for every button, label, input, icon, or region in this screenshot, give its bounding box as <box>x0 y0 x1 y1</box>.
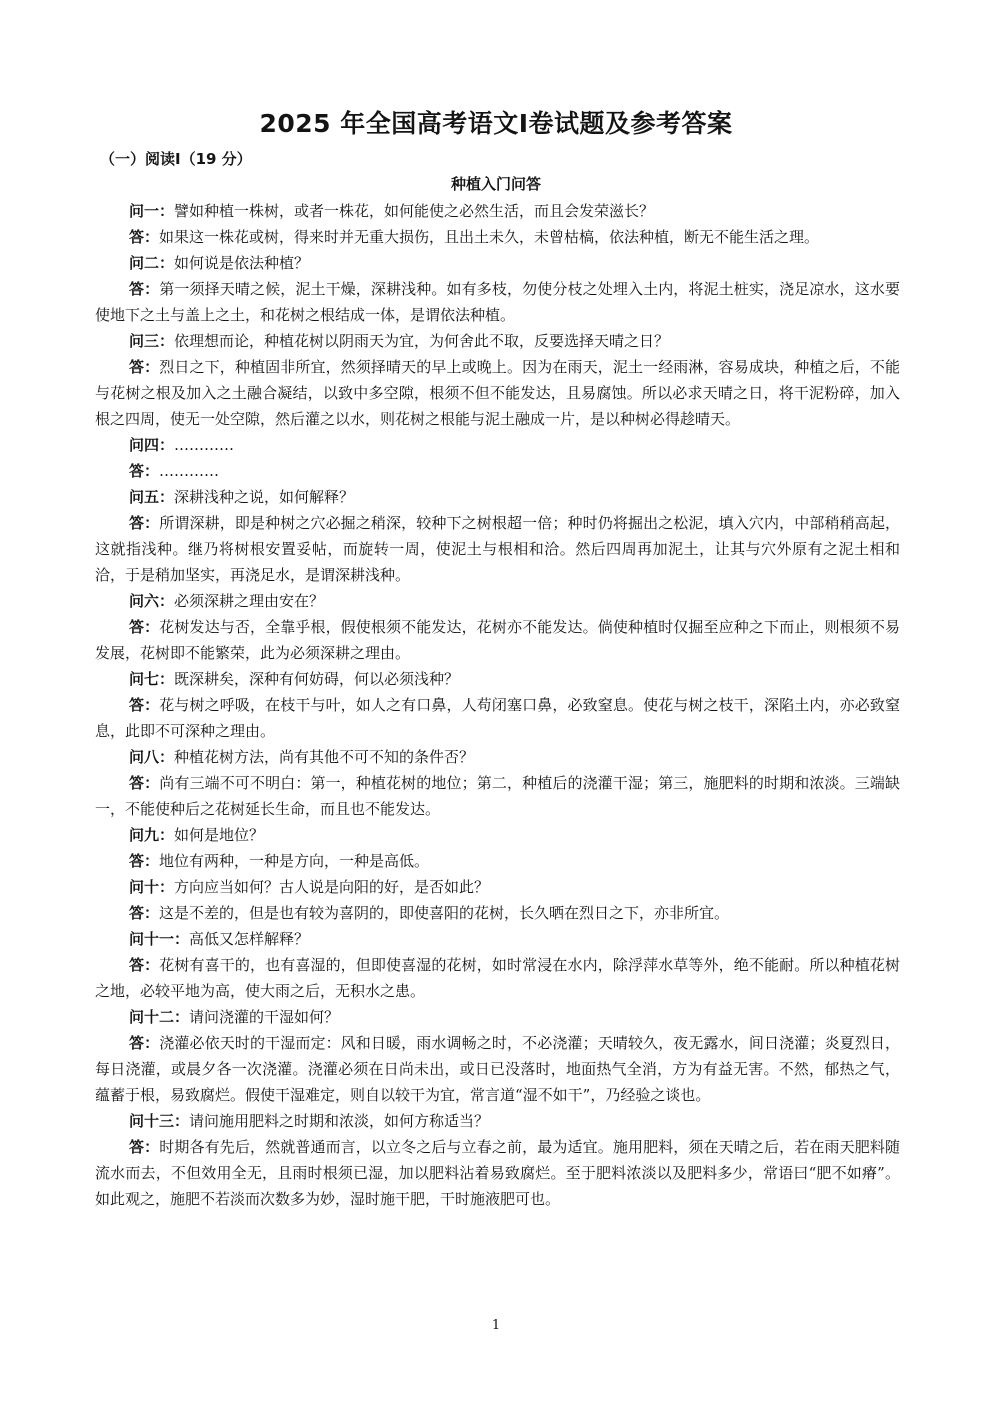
question-text: 如何说是依法种植？ <box>174 254 310 272</box>
answer-text: 花与树之呼吸，在枝干与叶，如人之有口鼻，人苟闭塞口鼻，必致窒息。使花与树之枝干，深陷土内，亦必致窒息，此即不可深种之理由。 <box>95 696 900 740</box>
question-paragraph <box>95 198 900 224</box>
question-text: ………… <box>174 436 235 454</box>
question-text: 方向应当如何？古人说是向阳的好，是否如此？ <box>174 878 490 896</box>
article-body <box>95 198 900 1212</box>
answer-text: 浇灌必依天时的干湿而定：风和日暖，雨水调畅之时，不必浇灌；天晴较久，夜无露水，间日浇灌；炎夏烈日，每日浇灌，或晨夕各一次浇灌。浇灌必须在日尚未出，或日已没落时，地面热气全消，方为有益无害。不然，郁热之气，蕴蓄于根，易致腐烂。假使干湿难定，则自以较干为宜，常言道“湿不如干”，乃经验之谈也。 <box>95 1034 900 1104</box>
question-label: 问三： <box>129 332 175 350</box>
answer-label: 答： <box>129 358 160 376</box>
question-text: 请问施用肥料之时期和浓淡，如何方称适当？ <box>189 1112 490 1130</box>
answer-paragraph <box>95 458 900 484</box>
question-text: 譬如种植一株树，或者一株花，如何能使之必然生活，而且会发荣滋长？ <box>174 202 655 220</box>
question-label: 问五： <box>129 488 175 506</box>
question-paragraph <box>95 926 900 952</box>
question-label: 问九： <box>129 826 175 844</box>
answer-label: 答： <box>129 1138 160 1156</box>
answer-text: 时期各有先后，然就普通而言，以立冬之后与立春之前，最为适宜。施用肥料，须在天晴之后，若在雨天肥料随流水而去，不但效用全无，且雨时根须已湿，加以肥料沾着易致腐烂。至于肥料浓淡以及肥料多少，常语曰“肥不如瘠”。如此观之，施肥不若淡而次数多为妙，湿时施干肥，干时施液肥可也。 <box>95 1138 900 1208</box>
answer-paragraph <box>95 900 900 926</box>
answer-text: 如果这一株花或树，得来时并无重大损伤，且出土未久，未曾枯槁，依法种植，断无不能生活之理。 <box>159 228 820 246</box>
answer-label: 答： <box>129 852 160 870</box>
question-text: 既深耕矣，深种有何妨碍，何以必须浅种？ <box>174 670 460 688</box>
answer-text: 花树发达与否，全靠乎根，假使根须不能发达，花树亦不能发达。倘使种植时仅掘至应种之下而止，则根须不易发展，花树即不能繁荣，此为必须深耕之理由。 <box>95 618 900 662</box>
question-label: 问七： <box>129 670 175 688</box>
answer-paragraph <box>95 1030 900 1108</box>
section-heading: （一）阅读I（19 分） <box>100 150 252 168</box>
question-text: 依理想而论，种植花树以阴雨天为宜，为何舍此不取，反要选择天晴之日？ <box>174 332 670 350</box>
answer-paragraph <box>95 1134 900 1212</box>
answer-paragraph <box>95 614 900 666</box>
answer-label: 答： <box>129 228 160 246</box>
answer-text: 第一须择天晴之候，泥土干燥，深耕浅种。如有多枝，勿使分枝之处埋入土内，将泥土桩实，浇足凉水，这水要使地下之土与盖上之土，和花树之根结成一体，是谓依法种植。 <box>95 280 900 324</box>
question-paragraph <box>95 588 900 614</box>
question-label: 问八： <box>129 748 175 766</box>
answer-paragraph <box>95 692 900 744</box>
question-paragraph <box>95 432 900 458</box>
answer-paragraph <box>95 510 900 588</box>
answer-paragraph <box>95 848 900 874</box>
question-paragraph <box>95 874 900 900</box>
question-paragraph <box>95 822 900 848</box>
answer-text: ………… <box>159 462 220 480</box>
question-label: 问四： <box>129 436 175 454</box>
question-text: 如何是地位？ <box>174 826 265 844</box>
answer-paragraph <box>95 770 900 822</box>
page-number: 1 <box>491 1318 501 1333</box>
answer-label: 答： <box>129 956 160 974</box>
article-subtitle: 种植入门问答 <box>450 175 541 193</box>
question-text: 必须深耕之理由安在？ <box>174 592 325 610</box>
answer-label: 答： <box>129 462 160 480</box>
question-paragraph <box>95 484 900 510</box>
question-text: 高低又怎样解释？ <box>189 930 310 948</box>
answer-paragraph <box>95 276 900 328</box>
answer-text: 尚有三端不可不明白：第一，种植花树的地位；第二，种植后的浇灌干湿；第三，施肥料的时期和浓淡。三端缺一，不能使种后之花树延长生命，而且也不能发达。 <box>95 774 900 818</box>
answer-text: 地位有两种，一种是方向，一种是高低。 <box>159 852 430 870</box>
question-paragraph <box>95 250 900 276</box>
document-title: 2025 年全国高考语文I卷试题及参考答案 <box>259 109 733 138</box>
question-label: 问十一： <box>129 930 190 948</box>
answer-label: 答： <box>129 1034 160 1052</box>
answer-text: 这是不差的，但是也有较为喜阴的，即使喜阳的花树，长久晒在烈日之下，亦非所宜。 <box>159 904 730 922</box>
question-text: 请问浇灌的干湿如何？ <box>189 1008 340 1026</box>
question-text: 种植花树方法，尚有其他不可不知的条件否？ <box>174 748 475 766</box>
answer-label: 答： <box>129 904 160 922</box>
answer-label: 答： <box>129 514 160 532</box>
question-paragraph <box>95 328 900 354</box>
question-text: 深耕浅种之说，如何解释？ <box>174 488 355 506</box>
question-label: 问十三： <box>129 1112 190 1130</box>
answer-label: 答： <box>129 696 160 714</box>
question-paragraph <box>95 1004 900 1030</box>
question-label: 问六： <box>129 592 175 610</box>
question-label: 问十二： <box>129 1008 190 1026</box>
answer-paragraph <box>95 354 900 432</box>
answer-label: 答： <box>129 280 160 298</box>
question-paragraph <box>95 744 900 770</box>
question-paragraph <box>95 666 900 692</box>
answer-paragraph <box>95 224 900 250</box>
question-label: 问二： <box>129 254 175 272</box>
answer-paragraph <box>95 952 900 1004</box>
answer-label: 答： <box>129 618 160 636</box>
answer-text: 所谓深耕，即是种树之穴必掘之稍深，较种下之树根超一倍；种时仍将掘出之松泥，填入穴内，中部稍稍高起，这就指浅种。继乃将树根安置妥帖，而旋转一周，使泥土与根相和洽。然后四周再加泥土，让其与穴外原有之泥土相和洽，于是稍加坚实，再浇足水，是谓深耕浅种。 <box>95 514 900 584</box>
question-label: 问一： <box>129 202 175 220</box>
answer-text: 烈日之下，种植固非所宜，然须择晴天的早上或晚上。因为在雨天，泥土一经雨淋，容易成块，种植之后，不能与花树之根及加入之土融合凝结，以致中多空隙，根须不但不能发达，且易腐蚀。所以必求天晴之日，将干泥粉碎，加入根之四周，使无一处空隙，然后灌之以水，则花树之根能与泥土融成一片，是以种树必得趁晴天。 <box>95 358 900 428</box>
question-label: 问十： <box>129 878 175 896</box>
question-paragraph <box>95 1108 900 1134</box>
answer-label: 答： <box>129 774 160 792</box>
answer-text: 花树有喜干的，也有喜湿的，但即使喜湿的花树，如时常浸在水内，除浮萍水草等外，绝不能耐。所以种植花树之地，必较平地为高，使大雨之后，无积水之患。 <box>95 956 900 1000</box>
